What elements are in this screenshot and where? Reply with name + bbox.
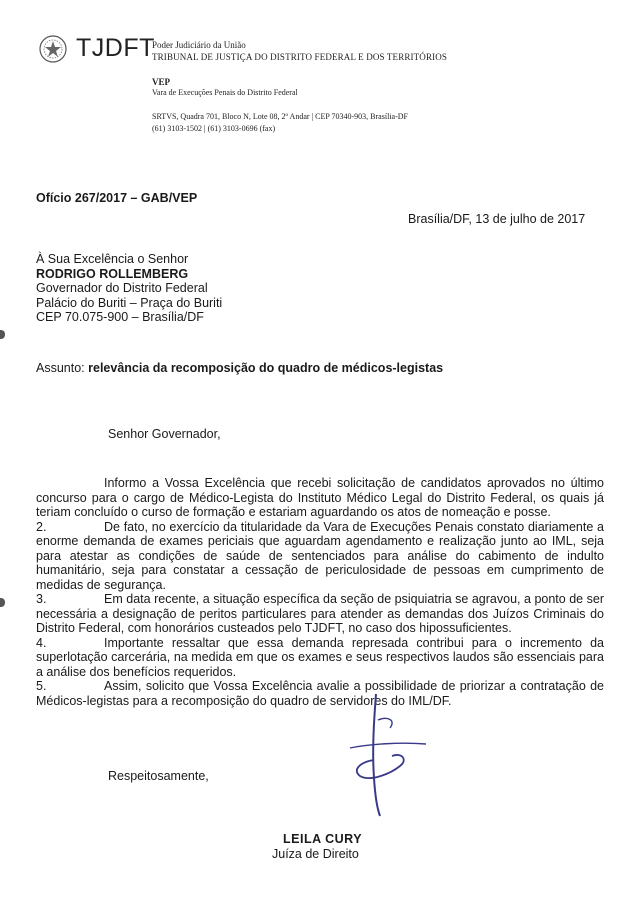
subject-label: Assunto:	[36, 361, 85, 375]
letter-body	[36, 476, 604, 708]
subject-text: relevância da recomposição do quadro de médicos-legistas	[88, 361, 444, 375]
paragraph-4	[36, 636, 604, 680]
paragraph-5-number: 5.	[36, 679, 47, 693]
signer-name: LEILA CURY	[283, 832, 363, 846]
salutation: Senhor Governador,	[108, 427, 221, 441]
paragraph-1	[36, 476, 604, 520]
handwritten-signature	[330, 690, 440, 820]
letterhead-phones: (61) 3103-1502 | (61) 3103-0696 (fax)	[152, 124, 276, 133]
closing: Respeitosamente,	[108, 769, 209, 783]
paragraph-5	[36, 679, 604, 708]
letterhead-address: SRTVS, Quadra 701, Bloco N, Lote 08, 2º Andar | CEP 70340-903, Brasília-DF	[152, 112, 408, 121]
paragraph-2-text: De fato, no exercício da titularidade da Vara de Execuções Penais constato diariamente a enorme demanda de exames periciais que aguardam agendamento e realização junto ao IML, seja para atestar as condições de saúde de sentenciados para análise do cabimento de indulto humanitário, seja para constatar a cessação de periculosidade de pessoas em cumprimento de medidas de segurança.	[36, 519, 604, 592]
paragraph-2	[36, 520, 604, 593]
paragraph-3-text: Em data recente, a situação específica da seção de psiquiatria se agravou, a ponto de ser necessária a designação de peritos particulares para atender as demandas dos Juízos Criminais do Distrito Federal, com honorários custeados pelo TJDFT, no caso dos hipossuficientes.	[36, 592, 604, 635]
letterhead-vep: VEP	[152, 77, 170, 87]
recipient-block	[36, 252, 222, 325]
recipient-line-5: CEP 70.075-900 – Brasília/DF	[36, 310, 204, 324]
paragraph-3	[36, 592, 604, 636]
paragraph-3-number: 3.	[36, 592, 47, 606]
signer-role: Juíza de Direito	[272, 847, 359, 861]
binder-mark	[0, 598, 5, 607]
letterhead-line-1: Poder Judiciário da União	[152, 40, 246, 50]
recipient-line-4: Palácio do Buriti – Praça do Buriti	[36, 295, 223, 310]
recipient-line-3: Governador do Distrito Federal	[36, 281, 208, 295]
subject-line	[36, 361, 443, 376]
tjdft-logo: TJDFT	[76, 34, 155, 62]
letterhead-vep-full: Vara de Execuções Penais do Distrito Federal	[152, 88, 298, 97]
letterhead-court-name: TRIBUNAL DE JUSTIÇA DO DISTRITO FEDERAL E DOS TERRITÓRIOS	[152, 52, 448, 62]
letter-date: Brasília/DF, 13 de julho de 2017	[408, 212, 586, 226]
tjdft-seal-icon	[38, 34, 68, 64]
oficio-number: Ofício 267/2017 – GAB/VEP	[36, 191, 198, 205]
paragraph-5-text: Assim, solicito que Vossa Excelência avalie a possibilidade de priorizar a contratação de Médicos-legistas para a recomposição do quadro de servidores do IML/DF.	[36, 679, 604, 708]
paragraph-1-text: Informo a Vossa Excelência que recebi solicitação de candidatos aprovados no último concurso para o cargo de Médico-Legista do Instituto Médico Legal do Distrito Federal, os quais já teriam concluído o curso de formação e estariam aguardando os atos de nomeação e posse.	[36, 476, 604, 519]
recipient-name: RODRIGO ROLLEMBERG	[36, 266, 189, 281]
paragraph-4-number: 4.	[36, 635, 47, 650]
recipient-line-1: À Sua Excelência o Senhor	[36, 252, 189, 266]
binder-mark	[0, 330, 5, 339]
paragraph-4-text: Importante ressaltar que essa demanda represada contribui para o incremento da superlotação carcerária, na medida em que os exames e seus respectivos laudos são essenciais para a análise dos benefícios requeridos.	[36, 635, 604, 679]
paragraph-2-number: 2.	[36, 519, 47, 534]
